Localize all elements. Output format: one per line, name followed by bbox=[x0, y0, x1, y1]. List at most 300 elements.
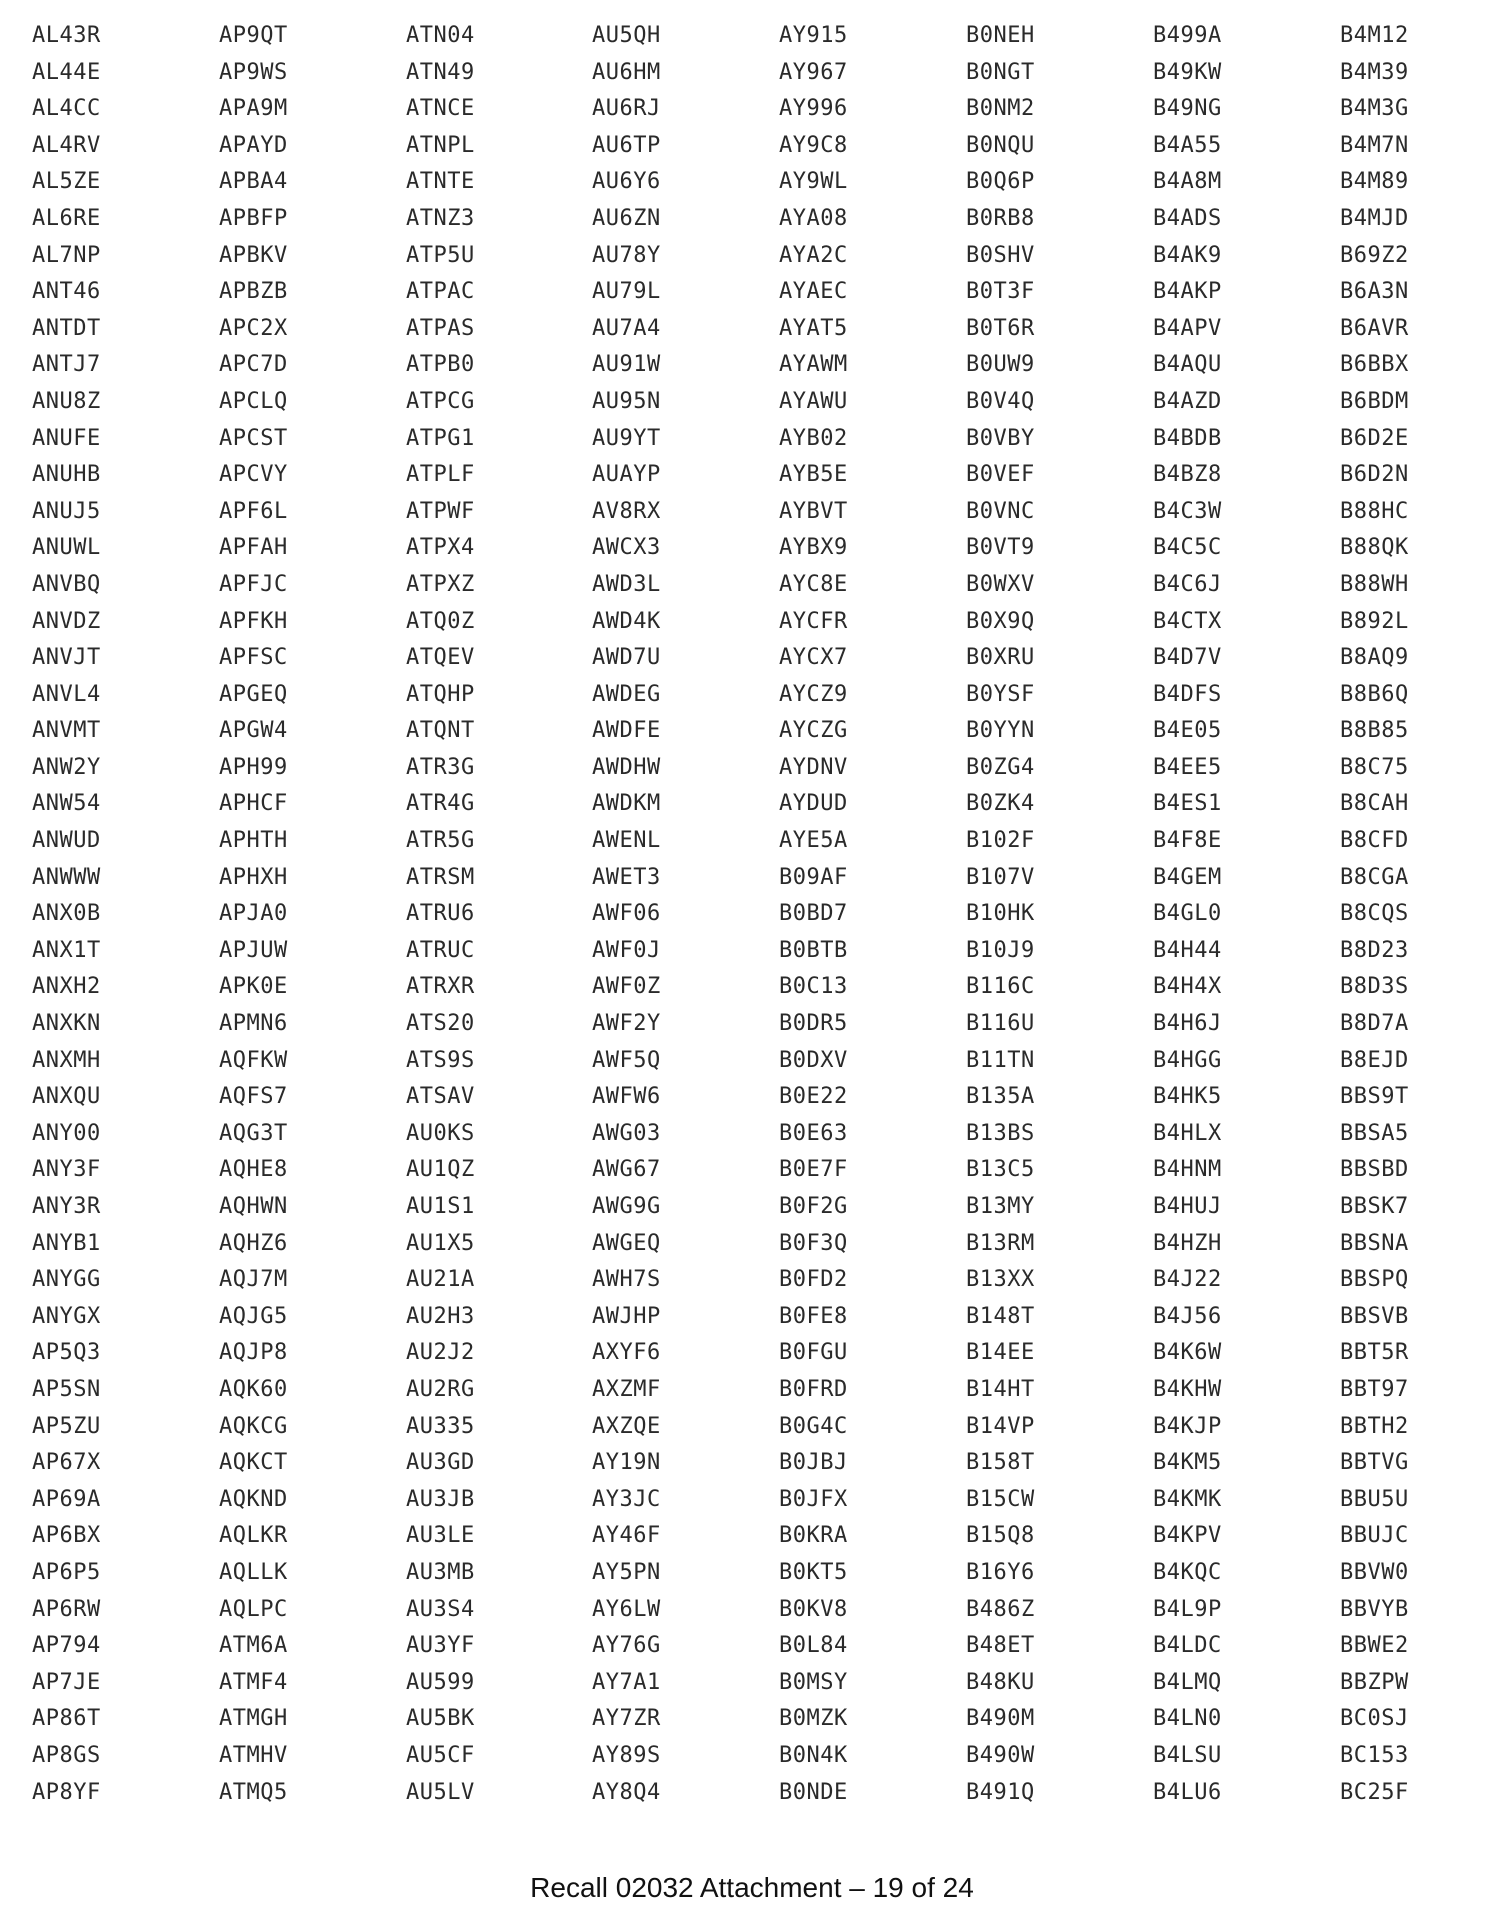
code-cell: AL43R bbox=[32, 23, 101, 48]
code-cell: B0MSY bbox=[779, 1669, 848, 1695]
code-cell: AY19N bbox=[592, 1450, 661, 1476]
code-cell: AU3MB bbox=[406, 1559, 475, 1585]
code-cell: B4H6J bbox=[1153, 1011, 1222, 1037]
code-cell: AY76G bbox=[592, 1633, 661, 1659]
code-cell: B0FD2 bbox=[779, 1267, 848, 1293]
code-cell: ANT46 bbox=[32, 279, 101, 305]
code-cell: B8CQS bbox=[1340, 901, 1409, 927]
code-cell: B4D7V bbox=[1153, 645, 1222, 671]
code-cell: ATPAC bbox=[406, 279, 475, 305]
code-cell: ATR5G bbox=[406, 828, 475, 854]
code-cell: AYDNV bbox=[779, 754, 848, 780]
code-cell: AY3JC bbox=[592, 1486, 661, 1512]
code-cell: B4AK9 bbox=[1153, 242, 1222, 268]
code-cell: BBTH2 bbox=[1340, 1413, 1409, 1439]
code-cell: B4HUJ bbox=[1153, 1194, 1222, 1219]
code-cell: B4GEM bbox=[1153, 864, 1222, 890]
code-cell: ANUJ5 bbox=[32, 498, 101, 524]
code-cell: AP86T bbox=[32, 1706, 101, 1732]
code-cell: APFAH bbox=[219, 535, 288, 561]
code-cell: APK0E bbox=[219, 974, 288, 1000]
code-cell: AYCFR bbox=[779, 608, 848, 634]
code-cell: AWDFE bbox=[592, 718, 661, 744]
code-cell: ANXMH bbox=[32, 1047, 101, 1073]
code-cell: B4AQU bbox=[1153, 352, 1222, 378]
code-cell: B6A3N bbox=[1340, 279, 1409, 305]
code-cell: B4MJD bbox=[1340, 205, 1409, 231]
code-cell: APFSC bbox=[219, 645, 288, 671]
code-cell: B0G4C bbox=[779, 1413, 848, 1439]
code-cell: ANVJT bbox=[32, 645, 101, 671]
code-cell: AWD7U bbox=[592, 645, 661, 671]
code-cell: B0E7F bbox=[779, 1157, 848, 1183]
code-cell: ATN49 bbox=[406, 59, 475, 85]
code-cell: AP8GS bbox=[32, 1742, 101, 1768]
code-cell: ATRU6 bbox=[406, 901, 475, 927]
code-cell: B4A55 bbox=[1153, 132, 1222, 158]
code-cell: AWG03 bbox=[592, 1120, 661, 1146]
code-cell: B0YYN bbox=[966, 718, 1035, 744]
code-cell: B0VBY bbox=[966, 425, 1035, 451]
code-column-1 bbox=[32, 18, 101, 1811]
code-cell: B4LU6 bbox=[1153, 1779, 1222, 1805]
code-cell: ANYGX bbox=[32, 1303, 101, 1329]
code-cell: APJA0 bbox=[219, 901, 288, 927]
code-cell: AQG3T bbox=[219, 1120, 288, 1146]
code-column-6 bbox=[966, 18, 1035, 1811]
code-cell: ATNTE bbox=[406, 169, 475, 195]
code-cell: ATQ0Z bbox=[406, 608, 475, 634]
code-cell: B49KW bbox=[1153, 59, 1222, 85]
code-cell: B0RB8 bbox=[966, 205, 1035, 231]
code-cell: BBWE2 bbox=[1340, 1633, 1409, 1659]
code-cell: AU6HM bbox=[592, 59, 661, 85]
code-cell: AXZMF bbox=[592, 1376, 661, 1402]
code-cell: AU5CF bbox=[406, 1742, 475, 1768]
code-cell: ATPG1 bbox=[406, 425, 475, 451]
code-cell: B0KT5 bbox=[779, 1559, 848, 1585]
code-cell: AYB5E bbox=[779, 462, 848, 488]
code-cell: AYA08 bbox=[779, 205, 848, 231]
code-cell: APBZB bbox=[219, 279, 288, 305]
code-cell: BBUJC bbox=[1340, 1523, 1409, 1549]
code-cell: ATPXZ bbox=[406, 571, 475, 597]
code-cell: B16Y6 bbox=[966, 1559, 1035, 1585]
code-cell: APC2X bbox=[219, 315, 288, 341]
code-cell: BBZPW bbox=[1340, 1669, 1409, 1695]
code-cell: AU7A4 bbox=[592, 315, 661, 341]
code-cell: AY7A1 bbox=[592, 1669, 661, 1695]
code-cell: B8AQ9 bbox=[1340, 645, 1409, 671]
code-cell: B158T bbox=[966, 1450, 1035, 1476]
code-cell: B15CW bbox=[966, 1486, 1035, 1512]
code-cell: AP5Q3 bbox=[32, 1340, 101, 1366]
code-cell: BBVW0 bbox=[1340, 1559, 1409, 1585]
code-cell: AU6TP bbox=[592, 132, 661, 158]
code-cell: APJUW bbox=[219, 937, 288, 963]
code-cell: B8B6Q bbox=[1340, 681, 1409, 707]
code-cell: ANX0B bbox=[32, 901, 101, 927]
code-cell: APBA4 bbox=[219, 169, 288, 195]
code-cell: AYDUD bbox=[779, 791, 848, 817]
code-cell: BBT97 bbox=[1340, 1376, 1409, 1402]
code-cell: ATRSM bbox=[406, 864, 475, 890]
code-cell: AU3LE bbox=[406, 1523, 475, 1549]
code-cell: B69Z2 bbox=[1340, 242, 1409, 268]
code-grid bbox=[0, 18, 1504, 1818]
code-cell: B8CFD bbox=[1340, 828, 1409, 854]
code-cell: B8CGA bbox=[1340, 864, 1409, 890]
code-cell: AQLLK bbox=[219, 1559, 288, 1585]
code-cell: B4C5C bbox=[1153, 535, 1222, 561]
code-cell: B4J22 bbox=[1153, 1267, 1222, 1293]
code-cell: AYAWM bbox=[779, 352, 848, 378]
code-cell: ANVL4 bbox=[32, 681, 101, 707]
code-cell: AU335 bbox=[406, 1413, 475, 1439]
code-cell: AWG67 bbox=[592, 1157, 661, 1183]
code-cell: AWD4K bbox=[592, 608, 661, 634]
code-cell: B13MY bbox=[966, 1194, 1035, 1219]
code-cell: AYBX9 bbox=[779, 535, 848, 561]
code-cell: AU3JB bbox=[406, 1486, 475, 1512]
code-cell: AQFS7 bbox=[219, 1084, 288, 1110]
code-cell: ANW2Y bbox=[32, 754, 101, 780]
code-cell: AY5PN bbox=[592, 1559, 661, 1585]
code-cell: B4HZH bbox=[1153, 1230, 1222, 1256]
code-cell: B4J56 bbox=[1153, 1303, 1222, 1329]
code-cell: B8CAH bbox=[1340, 791, 1409, 817]
code-cell: ANVDZ bbox=[32, 608, 101, 634]
code-cell: ATS9S bbox=[406, 1047, 475, 1073]
code-cell: B0ZG4 bbox=[966, 754, 1035, 780]
code-cell: B486Z bbox=[966, 1596, 1035, 1622]
code-cell: ANYGG bbox=[32, 1267, 101, 1293]
code-cell: AQFKW bbox=[219, 1047, 288, 1073]
code-cell: B13XX bbox=[966, 1267, 1035, 1293]
code-cell: AUAYP bbox=[592, 462, 661, 488]
code-cell: AL4RV bbox=[32, 132, 101, 158]
code-cell: B4LMQ bbox=[1153, 1669, 1222, 1695]
code-cell: APA9M bbox=[219, 96, 288, 122]
code-cell: B8EJD bbox=[1340, 1047, 1409, 1073]
code-cell: ANUHB bbox=[32, 462, 101, 488]
code-cell: B4E05 bbox=[1153, 718, 1222, 744]
code-cell: B0MZK bbox=[779, 1706, 848, 1732]
code-cell: AYC8E bbox=[779, 571, 848, 597]
code-cell: AXZQE bbox=[592, 1413, 661, 1439]
code-cell: AWDHW bbox=[592, 754, 661, 780]
code-cell: AY967 bbox=[779, 59, 848, 85]
code-cell: B490M bbox=[966, 1706, 1035, 1732]
code-cell: B0JBJ bbox=[779, 1450, 848, 1476]
code-cell: BBS9T bbox=[1340, 1084, 1409, 1110]
code-cell: AQLPC bbox=[219, 1596, 288, 1622]
code-cell: AWENL bbox=[592, 828, 661, 854]
code-cell: ANYB1 bbox=[32, 1230, 101, 1256]
code-cell: APHXH bbox=[219, 864, 288, 890]
code-cell: AU6RJ bbox=[592, 96, 661, 122]
code-cell: APCST bbox=[219, 425, 288, 451]
code-cell: BBVYB bbox=[1340, 1596, 1409, 1622]
code-cell: ATRUC bbox=[406, 937, 475, 963]
code-cell: AYCZG bbox=[779, 718, 848, 744]
code-cell: ANY00 bbox=[32, 1120, 101, 1146]
code-cell: AWFW6 bbox=[592, 1084, 661, 1110]
code-cell: B6AVR bbox=[1340, 315, 1409, 341]
code-cell: B0NM2 bbox=[966, 96, 1035, 122]
code-cell: APMN6 bbox=[219, 1011, 288, 1037]
code-cell: B0FGU bbox=[779, 1340, 848, 1366]
code-cell: AWF0Z bbox=[592, 974, 661, 1000]
code-cell: ANUFE bbox=[32, 425, 101, 451]
code-cell: B4GL0 bbox=[1153, 901, 1222, 927]
code-cell: ANXQU bbox=[32, 1084, 101, 1110]
code-cell: AY6LW bbox=[592, 1596, 661, 1622]
code-cell: B4LN0 bbox=[1153, 1706, 1222, 1732]
code-cell: ATMGH bbox=[219, 1706, 288, 1732]
code-cell: AL5ZE bbox=[32, 169, 101, 195]
code-cell: B6BBX bbox=[1340, 352, 1409, 378]
code-cell: ATPX4 bbox=[406, 535, 475, 561]
code-cell: B4DFS bbox=[1153, 681, 1222, 707]
code-cell: B0T3F bbox=[966, 279, 1035, 305]
code-cell: AQJG5 bbox=[219, 1303, 288, 1329]
code-cell: AQKCT bbox=[219, 1450, 288, 1476]
code-cell: BBSBD bbox=[1340, 1157, 1409, 1183]
code-cell: B4KM5 bbox=[1153, 1450, 1222, 1476]
code-cell: BC25F bbox=[1340, 1779, 1409, 1805]
code-cell: ATNZ3 bbox=[406, 205, 475, 231]
code-cell: AQJ7M bbox=[219, 1267, 288, 1293]
code-cell: B0VNC bbox=[966, 498, 1035, 524]
code-cell: ATP5U bbox=[406, 242, 475, 268]
code-cell: B48KU bbox=[966, 1669, 1035, 1695]
code-cell: ATR3G bbox=[406, 754, 475, 780]
code-cell: B13RM bbox=[966, 1230, 1035, 1256]
code-cell: ATQNT bbox=[406, 718, 475, 744]
code-cell: AQKCG bbox=[219, 1413, 288, 1439]
code-cell: B4AKP bbox=[1153, 279, 1222, 305]
code-cell: BC0SJ bbox=[1340, 1706, 1409, 1732]
code-cell: B0L84 bbox=[779, 1633, 848, 1659]
code-cell: B6BDM bbox=[1340, 388, 1409, 414]
code-cell: AU1X5 bbox=[406, 1230, 475, 1256]
code-column-8 bbox=[1340, 18, 1409, 1811]
code-cell: B14EE bbox=[966, 1340, 1035, 1366]
code-cell: BC153 bbox=[1340, 1742, 1409, 1768]
code-cell: B11TN bbox=[966, 1047, 1035, 1073]
code-cell: AXYF6 bbox=[592, 1340, 661, 1366]
code-cell: AP7JE bbox=[32, 1669, 101, 1695]
code-cell: ATS20 bbox=[406, 1011, 475, 1037]
code-cell: AU5LV bbox=[406, 1779, 475, 1805]
code-cell: B4EE5 bbox=[1153, 754, 1222, 780]
code-cell: B4ADS bbox=[1153, 205, 1222, 231]
code-column-4 bbox=[592, 18, 661, 1811]
code-cell: B4HLX bbox=[1153, 1120, 1222, 1146]
code-cell: AYAWU bbox=[779, 388, 848, 414]
code-cell: B88HC bbox=[1340, 498, 1409, 524]
code-cell: B4BZ8 bbox=[1153, 462, 1222, 488]
code-cell: AU2RG bbox=[406, 1376, 475, 1402]
code-cell: AP5ZU bbox=[32, 1413, 101, 1439]
code-cell: ATSAV bbox=[406, 1084, 475, 1110]
code-cell: APGW4 bbox=[219, 718, 288, 744]
code-cell: BBTVG bbox=[1340, 1450, 1409, 1476]
code-cell: AU9YT bbox=[592, 425, 661, 451]
code-cell: ANX1T bbox=[32, 937, 101, 963]
code-cell: AY89S bbox=[592, 1742, 661, 1768]
code-cell: B0N4K bbox=[779, 1742, 848, 1768]
code-cell: B0NEH bbox=[966, 23, 1035, 48]
code-cell: AL6RE bbox=[32, 205, 101, 231]
code-cell: APFKH bbox=[219, 608, 288, 634]
code-cell: B0VT9 bbox=[966, 535, 1035, 561]
code-cell: APFJC bbox=[219, 571, 288, 597]
code-cell: ATMF4 bbox=[219, 1669, 288, 1695]
code-column-2 bbox=[219, 18, 288, 1811]
code-cell: AWCX3 bbox=[592, 535, 661, 561]
code-cell: APBKV bbox=[219, 242, 288, 268]
code-cell: AQLKR bbox=[219, 1523, 288, 1549]
code-cell: B4KQC bbox=[1153, 1559, 1222, 1585]
code-cell: ANY3F bbox=[32, 1157, 101, 1183]
code-cell: AU95N bbox=[592, 388, 661, 414]
code-cell: B4AZD bbox=[1153, 388, 1222, 414]
code-cell: B0FE8 bbox=[779, 1303, 848, 1329]
code-cell: AYBVT bbox=[779, 498, 848, 524]
code-cell: B8D7A bbox=[1340, 1011, 1409, 1037]
code-cell: ATN04 bbox=[406, 23, 475, 48]
code-cell: B4H44 bbox=[1153, 937, 1222, 963]
code-cell: B88QK bbox=[1340, 535, 1409, 561]
code-cell: ANUWL bbox=[32, 535, 101, 561]
code-cell: ATPLF bbox=[406, 462, 475, 488]
code-cell: APGEQ bbox=[219, 681, 288, 707]
code-cell: AU599 bbox=[406, 1669, 475, 1695]
code-cell: AU6ZN bbox=[592, 205, 661, 231]
code-cell: ATPAS bbox=[406, 315, 475, 341]
code-cell: AYA2C bbox=[779, 242, 848, 268]
code-cell: B4APV bbox=[1153, 315, 1222, 341]
code-cell: ANVBQ bbox=[32, 571, 101, 597]
code-cell: AWET3 bbox=[592, 864, 661, 890]
code-cell: AYAEC bbox=[779, 279, 848, 305]
code-cell: ATPWF bbox=[406, 498, 475, 524]
code-cell: AWDKM bbox=[592, 791, 661, 817]
code-cell: AWF06 bbox=[592, 901, 661, 927]
code-cell: AU5QH bbox=[592, 23, 661, 48]
code-cell: B4M89 bbox=[1340, 169, 1409, 195]
code-cell: B892L bbox=[1340, 608, 1409, 634]
code-cell: ATNPL bbox=[406, 132, 475, 158]
code-cell: AU79L bbox=[592, 279, 661, 305]
code-cell: B4CTX bbox=[1153, 608, 1222, 634]
code-cell: APAYD bbox=[219, 132, 288, 158]
code-cell: ATQEV bbox=[406, 645, 475, 671]
code-cell: B490W bbox=[966, 1742, 1035, 1768]
code-cell: B0BD7 bbox=[779, 901, 848, 927]
code-cell: B4BDB bbox=[1153, 425, 1222, 451]
code-cell: AU78Y bbox=[592, 242, 661, 268]
code-cell: AP9WS bbox=[219, 59, 288, 85]
code-cell: B0BTB bbox=[779, 937, 848, 963]
code-cell: B13C5 bbox=[966, 1157, 1035, 1183]
code-cell: B0Q6P bbox=[966, 169, 1035, 195]
code-cell: AU5BK bbox=[406, 1706, 475, 1732]
code-cell: B14HT bbox=[966, 1376, 1035, 1402]
code-cell: B0XRU bbox=[966, 645, 1035, 671]
code-cell: B4HGG bbox=[1153, 1047, 1222, 1073]
code-cell: B4HK5 bbox=[1153, 1084, 1222, 1110]
code-cell: B107V bbox=[966, 864, 1035, 890]
code-cell: AL4CC bbox=[32, 96, 101, 122]
code-cell: AU1S1 bbox=[406, 1194, 475, 1219]
code-cell: AYCZ9 bbox=[779, 681, 848, 707]
code-cell: AP6RW bbox=[32, 1596, 101, 1622]
code-cell: AP6BX bbox=[32, 1523, 101, 1549]
code-cell: AU3GD bbox=[406, 1450, 475, 1476]
code-cell: AY8Q4 bbox=[592, 1779, 661, 1805]
code-cell: B0C13 bbox=[779, 974, 848, 1000]
code-cell: BBSA5 bbox=[1340, 1120, 1409, 1146]
code-cell: AP9QT bbox=[219, 23, 288, 48]
code-cell: B0UW9 bbox=[966, 352, 1035, 378]
code-cell: B0X9Q bbox=[966, 608, 1035, 634]
code-cell: AYE5A bbox=[779, 828, 848, 854]
page-footer: Recall 02032 Attachment – 19 of 24 bbox=[530, 1872, 974, 1903]
code-cell: AL7NP bbox=[32, 242, 101, 268]
code-cell: B88WH bbox=[1340, 571, 1409, 597]
code-cell: B148T bbox=[966, 1303, 1035, 1329]
code-cell: B0T6R bbox=[966, 315, 1035, 341]
code-cell: B8B85 bbox=[1340, 718, 1409, 744]
code-cell: ATNCE bbox=[406, 96, 475, 122]
code-cell: AP69A bbox=[32, 1486, 101, 1512]
code-cell: B491Q bbox=[966, 1779, 1035, 1805]
code-cell: AP8YF bbox=[32, 1779, 101, 1805]
code-cell: B09AF bbox=[779, 864, 848, 890]
code-cell: AQKND bbox=[219, 1486, 288, 1512]
code-cell: AWF0J bbox=[592, 937, 661, 963]
code-cell: B4KMK bbox=[1153, 1486, 1222, 1512]
code-cell: B4C6J bbox=[1153, 571, 1222, 597]
code-cell: AL44E bbox=[32, 59, 101, 85]
code-cell: ATPCG bbox=[406, 388, 475, 414]
code-cell: ATMHV bbox=[219, 1742, 288, 1768]
code-cell: AWGEQ bbox=[592, 1230, 661, 1256]
code-cell: B8D23 bbox=[1340, 937, 1409, 963]
code-cell: AY9C8 bbox=[779, 132, 848, 158]
code-cell: ANVMT bbox=[32, 718, 101, 744]
code-cell: B4H4X bbox=[1153, 974, 1222, 1000]
code-cell: B135A bbox=[966, 1084, 1035, 1110]
code-cell: B4C3W bbox=[1153, 498, 1222, 524]
code-cell: APCVY bbox=[219, 462, 288, 488]
code-cell: ATMQ5 bbox=[219, 1779, 288, 1805]
code-cell: AQK60 bbox=[219, 1376, 288, 1402]
code-cell: AQJP8 bbox=[219, 1340, 288, 1366]
code-cell: BBSVB bbox=[1340, 1303, 1409, 1329]
code-cell: B0E22 bbox=[779, 1084, 848, 1110]
code-cell: ATR4G bbox=[406, 791, 475, 817]
code-cell: B0NGT bbox=[966, 59, 1035, 85]
code-cell: B0NDE bbox=[779, 1779, 848, 1805]
code-cell: B0FRD bbox=[779, 1376, 848, 1402]
code-cell: B4L9P bbox=[1153, 1596, 1222, 1622]
code-cell: AWDEG bbox=[592, 681, 661, 707]
code-cell: B48ET bbox=[966, 1633, 1035, 1659]
